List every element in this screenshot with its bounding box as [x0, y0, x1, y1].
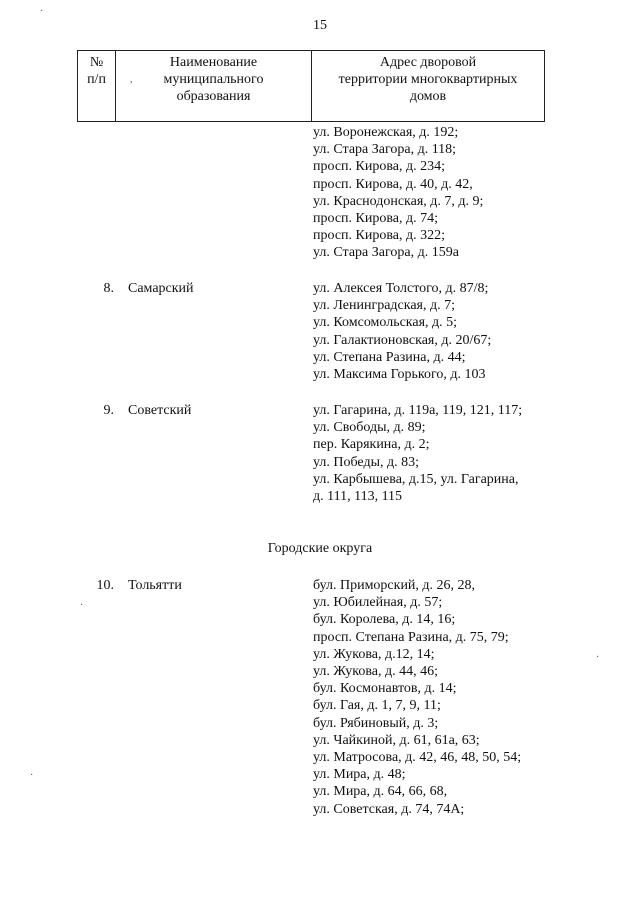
address-line: ул. Стара Загора, д. 159а — [313, 245, 459, 261]
header-text: образования — [176, 89, 251, 104]
address-line: просп. Кирова, д. 74; — [313, 211, 439, 227]
address-line: ул. Советская, д. 74, 74А; — [313, 801, 465, 817]
address-line: ул. Жукова, д. 44, 46; — [313, 664, 438, 680]
page-number: 15 — [313, 18, 327, 33]
scan-speck: · — [596, 652, 600, 663]
row-number: 10. — [96, 578, 114, 593]
address-line: просп. Кирова, д. 234; — [313, 159, 446, 175]
address-line: просп. Кирова, д. 40, д. 42, — [313, 176, 473, 192]
municipality-name: Советский — [128, 403, 192, 418]
scan-speck: , — [130, 74, 133, 85]
header-text: № — [89, 55, 104, 70]
header-text: домов — [409, 89, 447, 104]
address-line: ул. Максима Горького, д. 103 — [313, 367, 486, 383]
address-line: ул. Мира, д. 48; — [313, 767, 406, 783]
scan-speck: · — [40, 6, 44, 17]
address-list — [313, 280, 613, 383]
address-line: бул. Космонавтов, д. 14; — [313, 681, 457, 697]
address-line: ул. Галактионовская, д. 20/67; — [313, 332, 492, 348]
address-line: ул. Матросова, д. 42, 46, 48, 50, 54; — [313, 750, 522, 766]
scan-speck: · — [30, 770, 34, 781]
address-line: бул. Рябиновый, д. 3; — [313, 715, 439, 731]
address-line: ул. Стара Загора, д. 118; — [313, 142, 457, 158]
address-list — [313, 577, 613, 818]
header-text: муниципального — [163, 72, 264, 87]
address-line: бул. Королева, д. 14, 16; — [313, 612, 456, 628]
row-number: 9. — [103, 403, 114, 418]
address-line: ул. Карбышева, д.15, ул. Гагарина, — [313, 471, 519, 487]
header-number-column — [78, 51, 116, 121]
header-text: п/п — [87, 72, 106, 87]
address-line: ул. Гагарина, д. 119а, 119, 121, 117; — [313, 403, 523, 418]
address-line: ул. Ленинградская, д. 7; — [313, 298, 456, 314]
header-text: Наименование — [169, 55, 258, 70]
address-line: бул. Гая, д. 1, 7, 9, 11; — [313, 698, 441, 714]
address-list — [313, 402, 613, 505]
address-line: ул. Алексея Толстого, д. 87/8; — [313, 281, 489, 296]
header-name-column — [116, 51, 312, 121]
address-line: ул. Победы, д. 83; — [313, 454, 419, 470]
address-line: д. 111, 113, 115 — [313, 489, 403, 505]
address-line: ул. Комсомольская, д. 5; — [313, 315, 458, 331]
section-title: Городские округа — [267, 541, 373, 556]
address-line: ул. Жукова, д.12, 14; — [313, 646, 435, 662]
address-list-continuation — [313, 124, 613, 262]
address-line: бул. Приморский, д. 26, 28, — [313, 578, 476, 593]
header-text: Адрес дворовой — [379, 55, 477, 70]
address-line: просп. Кирова, д. 322; — [313, 228, 446, 244]
address-line: ул. Юбилейная, д. 57; — [313, 595, 443, 611]
table-header — [77, 50, 545, 122]
address-line: пер. Карякина, д. 2; — [313, 437, 430, 453]
address-line: ул. Свободы, д. 89; — [313, 420, 426, 436]
header-address-column — [312, 51, 544, 121]
address-line: ул. Мира, д. 64, 66, 68, — [313, 784, 448, 800]
address-line: просп. Степана Разина, д. 75, 79; — [313, 629, 509, 645]
municipality-name: Самарский — [128, 281, 194, 296]
address-line: ул. Краснодонская, д. 7, д. 9; — [313, 193, 484, 209]
address-line: ул. Чайкиной, д. 61, 61а, 63; — [313, 732, 480, 748]
address-line: ул. Степана Разина, д. 44; — [313, 349, 466, 365]
municipality-name: Тольятти — [128, 578, 182, 593]
scan-speck: · — [80, 600, 84, 611]
header-text: территории многоквартирных — [338, 72, 518, 87]
address-line: ул. Воронежская, д. 192; — [313, 125, 459, 140]
row-number: 8. — [103, 281, 114, 296]
